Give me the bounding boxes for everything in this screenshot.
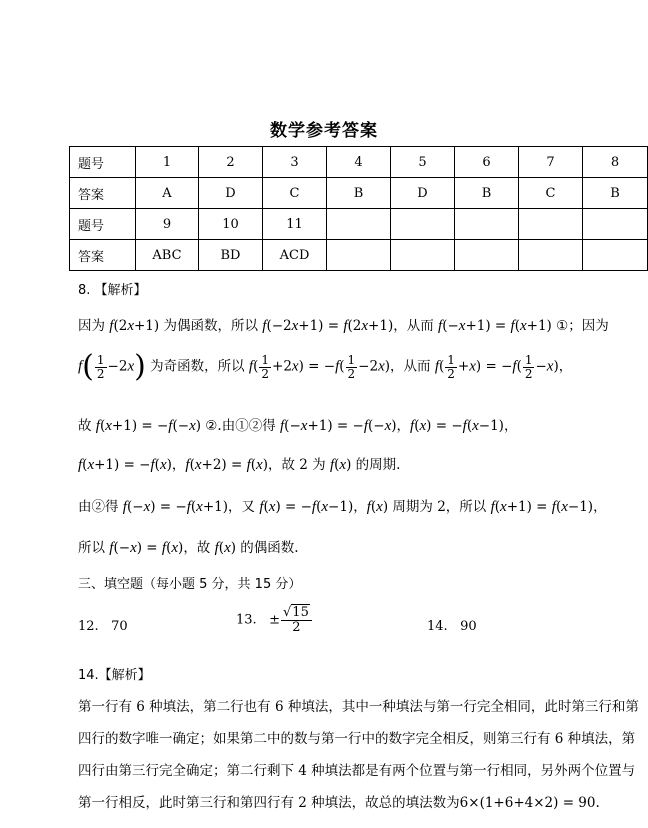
table-row (70, 240, 648, 271)
table-cell: B (583, 178, 648, 209)
table-row (70, 209, 648, 240)
table-cell (519, 240, 583, 271)
table-cell: 8 (583, 147, 648, 178)
row-header: 题号 (70, 147, 136, 178)
math: f (248, 358, 254, 375)
math: x (378, 358, 385, 375)
table-cell (455, 240, 519, 271)
math: x (472, 418, 479, 434)
text: ②.由①②得 (201, 418, 280, 434)
math: x (268, 499, 276, 515)
math: f (462, 418, 467, 434)
table-cell: 11 (263, 209, 327, 240)
text: ，从而 (390, 358, 435, 375)
math: x (376, 499, 383, 515)
table-cell: 9 (136, 209, 199, 240)
math: f (512, 358, 517, 375)
math: f (168, 418, 173, 434)
math: x (500, 499, 507, 515)
text: 为偶函数，所以 (159, 318, 263, 334)
text: 故 (78, 418, 96, 434)
math: x (339, 457, 347, 473)
text: ，从而 (393, 318, 439, 334)
text: 因为 (78, 318, 110, 334)
q8-line-6: 所以 f(−x) = f(x)，故 f(x) 的偶函数. (78, 540, 299, 556)
table-cell: BD (199, 240, 263, 271)
table-cell: 5 (391, 147, 455, 178)
table-cell: B (455, 178, 519, 209)
q14-number: 14. (427, 619, 448, 634)
table-cell (327, 209, 391, 240)
math: f (329, 457, 335, 473)
table-cell (391, 240, 455, 271)
math: f (259, 499, 264, 515)
q13-fraction (281, 606, 312, 634)
math: x (419, 418, 427, 434)
math: x (159, 457, 167, 473)
math: f (186, 499, 191, 515)
q13-denominator: 2 (292, 619, 301, 635)
math: x (224, 540, 231, 556)
table-cell: 6 (455, 147, 519, 178)
table-cell (583, 240, 648, 271)
math: x (291, 318, 299, 334)
math: x (194, 457, 202, 473)
table-cell: 10 (199, 209, 263, 240)
table-cell (583, 209, 648, 240)
fraction: $\frac{1}{2}$ (347, 352, 356, 381)
q8-line-4: f(x+1) = −f(x)，f(x+2) = f(x)，故 2 为 f(x) 的周期. (78, 457, 401, 473)
math: f (246, 457, 251, 473)
table-row (70, 147, 648, 178)
q14-paragraph-3: 四行由第三行完全确定；第二行剩下 4 种填法都是有两个位置与第一行相同，另外两个位置与 (78, 763, 636, 779)
text: 由②得 (78, 499, 123, 515)
q13-radicand: 15 (292, 605, 309, 620)
math: x (361, 318, 369, 334)
q14-value: 90 (460, 619, 477, 634)
text: ， (503, 418, 518, 434)
math: f (363, 418, 368, 434)
math: x (256, 457, 263, 473)
table-cell: ABC (136, 240, 199, 271)
math: x (127, 318, 134, 334)
table-cell: C (263, 178, 327, 209)
text: ，又 (228, 499, 260, 515)
table-cell: 7 (519, 147, 583, 178)
math: x (458, 318, 466, 334)
math: f (551, 499, 556, 515)
q14-paragraph-1: 第一行有 6 种填法，第二行也有 6 种填法，其中一种填法与第一行完全相同，此时第三行和第 (78, 699, 639, 715)
q12-answer (78, 619, 128, 634)
q12-number: 12. (78, 619, 99, 634)
math: f (214, 540, 219, 556)
text: ，故 (183, 540, 215, 556)
math: f (109, 540, 114, 556)
text: 的偶函数. (236, 540, 299, 556)
math: f (150, 457, 155, 473)
text: 为奇函数，所以 (145, 358, 249, 375)
table-cell (519, 209, 583, 240)
paren: ) (134, 349, 146, 384)
q8-line-2: f( $\frac{1}{2}$ −2x) 为奇函数，所以 f( $\frac{1}{2}$ +2x) = −f( $\frac{1}{2}$ −2x)，从而 f( $\frac{1}{2}$ +x) = −f( $\frac{1}{2}$ −x)， (78, 349, 573, 384)
row-header: 题号 (70, 209, 136, 240)
q8-line-3: 故 f(x+1) = −f(−x) ②.由①②得 f(−x+1) = −f(−x)，f(x) = −f(x−1)， (78, 418, 518, 434)
table-cell: D (391, 178, 455, 209)
table-cell (455, 209, 519, 240)
table-cell: B (327, 178, 391, 209)
math: f (95, 418, 100, 434)
fraction: $\frac{1}{2}$ (96, 352, 105, 381)
text: 周期为 2，所以 (388, 499, 491, 515)
q8-line-5: 由②得 f(−x) = −f(x+1)，又 f(x) = −f(x−1)，f(x) 周期为 2，所以 f(x+1) = f(x−1)， (78, 499, 607, 515)
math: f (280, 418, 285, 434)
math: f (335, 358, 340, 375)
math: f (122, 499, 127, 515)
table-cell: 1 (136, 147, 199, 178)
fraction: $\frac{1}{2}$ (524, 352, 533, 381)
table-cell: A (136, 178, 199, 209)
math: f (161, 540, 167, 556)
section-3-heading: 三、填空题（每小题 5 分，共 15 分） (78, 577, 302, 592)
math: f (109, 318, 114, 334)
math: x (546, 358, 554, 375)
table-cell: 3 (263, 147, 327, 178)
math: x (196, 499, 203, 515)
math: x (143, 499, 151, 515)
table-cell (327, 240, 391, 271)
q13-sign: ± (269, 612, 280, 628)
math: f (438, 318, 443, 334)
table-row (70, 178, 648, 209)
fraction: $\frac{1}{2}$ (447, 352, 455, 381)
text: 所以 (78, 540, 110, 556)
math: x (300, 418, 308, 434)
fraction: $\frac{1}{2}$ (261, 352, 270, 381)
sqrt-symbol: √ (283, 605, 292, 620)
math: f (366, 499, 371, 515)
math: x (127, 358, 135, 375)
text: ①；因为 (551, 318, 609, 334)
math: x (469, 358, 476, 375)
math: f (410, 418, 415, 434)
q12-value: 70 (111, 619, 128, 634)
math: x (130, 540, 137, 556)
table-cell: 2 (199, 147, 263, 178)
paren: ( (82, 349, 94, 384)
q8-heading: 8. 【解析】 (78, 283, 147, 298)
math: f (262, 318, 267, 334)
math: f (490, 499, 495, 515)
q14-paragraph-4: 第一行相反，此时第三行和第四行有 2 种填法，故总的填法数为6×(1+6+4×2) = 90. (78, 795, 600, 811)
q13-number: 13. (236, 612, 257, 628)
math: f (78, 358, 83, 375)
table-cell: D (199, 178, 263, 209)
text: 第一行相反，此时第三行和第四行有 2 种填法，故总的填法数为 (78, 795, 460, 811)
math: f (185, 457, 190, 473)
text: ， (171, 457, 186, 473)
q8-line-1: 因为 f(2x+1) 为偶函数，所以 f(−2x+1) = f(2x+1)，从而 f(−x+1) = f(x+1) ①；因为 (78, 318, 609, 334)
q13-answer (236, 606, 313, 634)
math: x (519, 318, 527, 334)
page-title: 数学参考答案 (270, 121, 378, 141)
text: ， (593, 499, 607, 515)
table-cell (391, 209, 455, 240)
text: . (595, 795, 600, 811)
table-cell: 4 (327, 147, 391, 178)
table-cell: ACD (263, 240, 327, 271)
row-header: 答案 (70, 178, 136, 209)
math: x (561, 499, 568, 515)
math: x (384, 418, 392, 434)
math: f (434, 358, 439, 375)
q14-paragraph-2: 四行的数字唯一确定；如果第二中的数与第一行中的数字完全相反，则第三行有 6 种填法，第 (78, 731, 636, 747)
text: 的周期. (351, 457, 401, 473)
math: x (171, 540, 179, 556)
math: x (291, 358, 299, 375)
math: x (189, 418, 196, 434)
q14-heading: 14.【解析】 (78, 668, 151, 683)
table-cell: C (519, 178, 583, 209)
text: ， (353, 499, 367, 515)
text: ， (558, 358, 573, 375)
math: f (343, 318, 348, 334)
answer-table (69, 146, 648, 271)
row-header: 答案 (70, 240, 136, 271)
math: x (87, 457, 95, 473)
math: f (78, 457, 83, 473)
math: x (105, 418, 112, 434)
math: x (321, 499, 329, 515)
math: f (510, 318, 515, 334)
text: ，故 2 为 (268, 457, 330, 473)
q14-answer (427, 619, 477, 634)
math: f (311, 499, 317, 515)
